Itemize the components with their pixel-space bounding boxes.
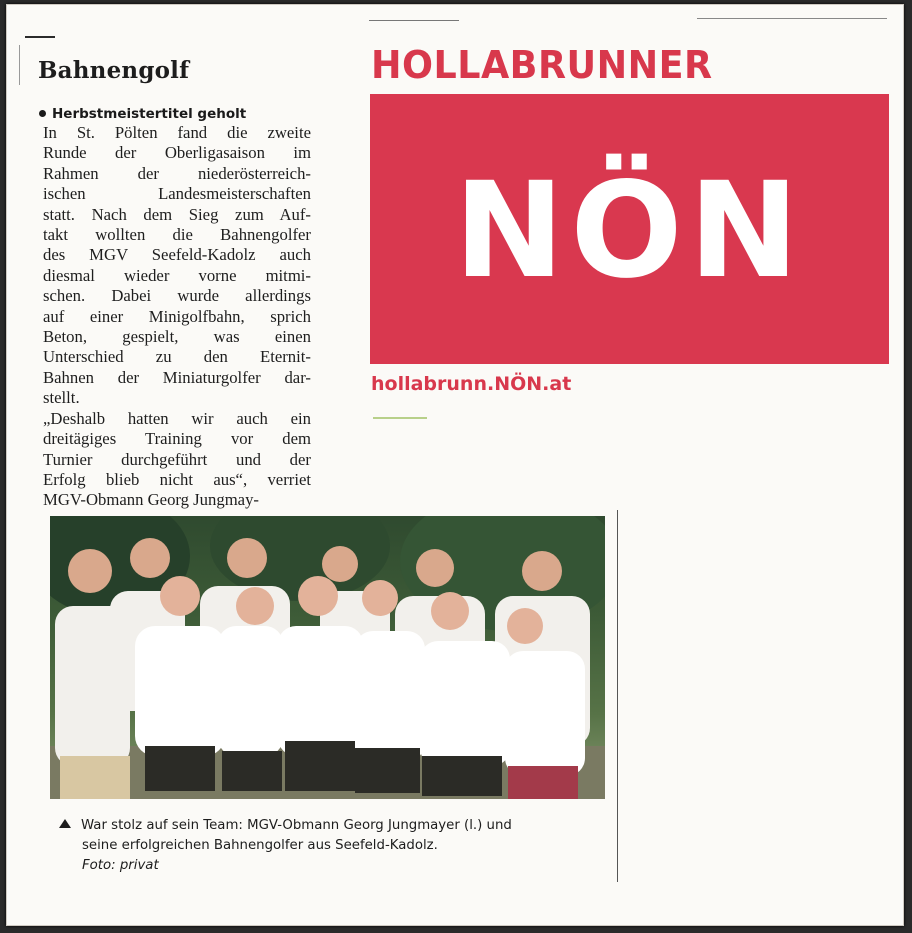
article-line: Turnier durchgeführt und der <box>43 449 311 469</box>
caption-line-2: seine erfolgreichen Bahnengolfer aus Seefeld-Kadolz. <box>82 838 438 853</box>
subhead-text: Herbstmeistertitel geholt <box>52 106 247 122</box>
article-line: takt wollten die Bahnengolfer <box>43 225 311 245</box>
article-line: statt. Nach dem Sieg zum Auf- <box>43 204 311 224</box>
article-line: schen. Dabei wurde allerdings <box>43 286 311 306</box>
top-rule-right <box>369 20 459 21</box>
article-line: des MGV Seefeld-Kadolz auch <box>43 245 311 265</box>
newspaper-url: hollabrunn.NÖN.at <box>371 373 572 395</box>
article-line: Runde der Oberligasaison im <box>43 143 311 163</box>
photo-credit: Foto: privat <box>82 858 159 873</box>
article-line: ischen Landesmeisterschaften <box>43 184 311 204</box>
article-line: Erfolg blieb nicht aus“, verriet <box>43 469 311 489</box>
article-line: MGV-Obmann Georg Jungmay- <box>43 490 259 510</box>
newspaper-brand: HOLLABRUNNER <box>371 43 713 87</box>
left-rule <box>19 45 20 85</box>
article-line: Beton, gespielt, was einen <box>43 327 311 347</box>
newspaper-clipping <box>6 4 904 926</box>
team-photo-illustration <box>50 516 605 799</box>
noen-logo-text: NÖN <box>453 154 806 308</box>
triangle-up-icon <box>59 819 71 828</box>
article-line: Unterschied zu den Eternit- <box>43 347 311 367</box>
article-subhead <box>39 106 246 122</box>
article-line: Rahmen der niederösterreich- <box>43 163 311 183</box>
photo-caption <box>59 816 512 876</box>
photo-right-rule <box>617 510 618 882</box>
section-title: Bahnengolf <box>38 57 190 84</box>
article-line: auf einer Minigolfbahn, sprich <box>43 306 311 326</box>
bullet-icon <box>39 110 46 117</box>
article-line: stellt. <box>43 388 80 408</box>
article-line: diesmal wieder vorne mitmi- <box>43 265 311 285</box>
top-rule-left <box>25 36 55 38</box>
article-line: In St. Pölten fand die zweite <box>43 123 311 142</box>
article-line: „Deshalb hatten wir auch ein <box>43 408 311 428</box>
article-body <box>43 123 311 511</box>
top-rule-far-right <box>697 18 887 19</box>
article-line: dreitägiges Training vor dem <box>43 429 311 449</box>
article-line: Bahnen der Miniaturgolfer dar- <box>43 367 311 387</box>
team-photo <box>50 516 605 799</box>
noen-logo-box <box>370 94 889 364</box>
green-accent-line <box>373 417 427 419</box>
caption-line-1: War stolz auf sein Team: MGV-Obmann Georg Jungmayer (l.) und <box>81 818 512 833</box>
